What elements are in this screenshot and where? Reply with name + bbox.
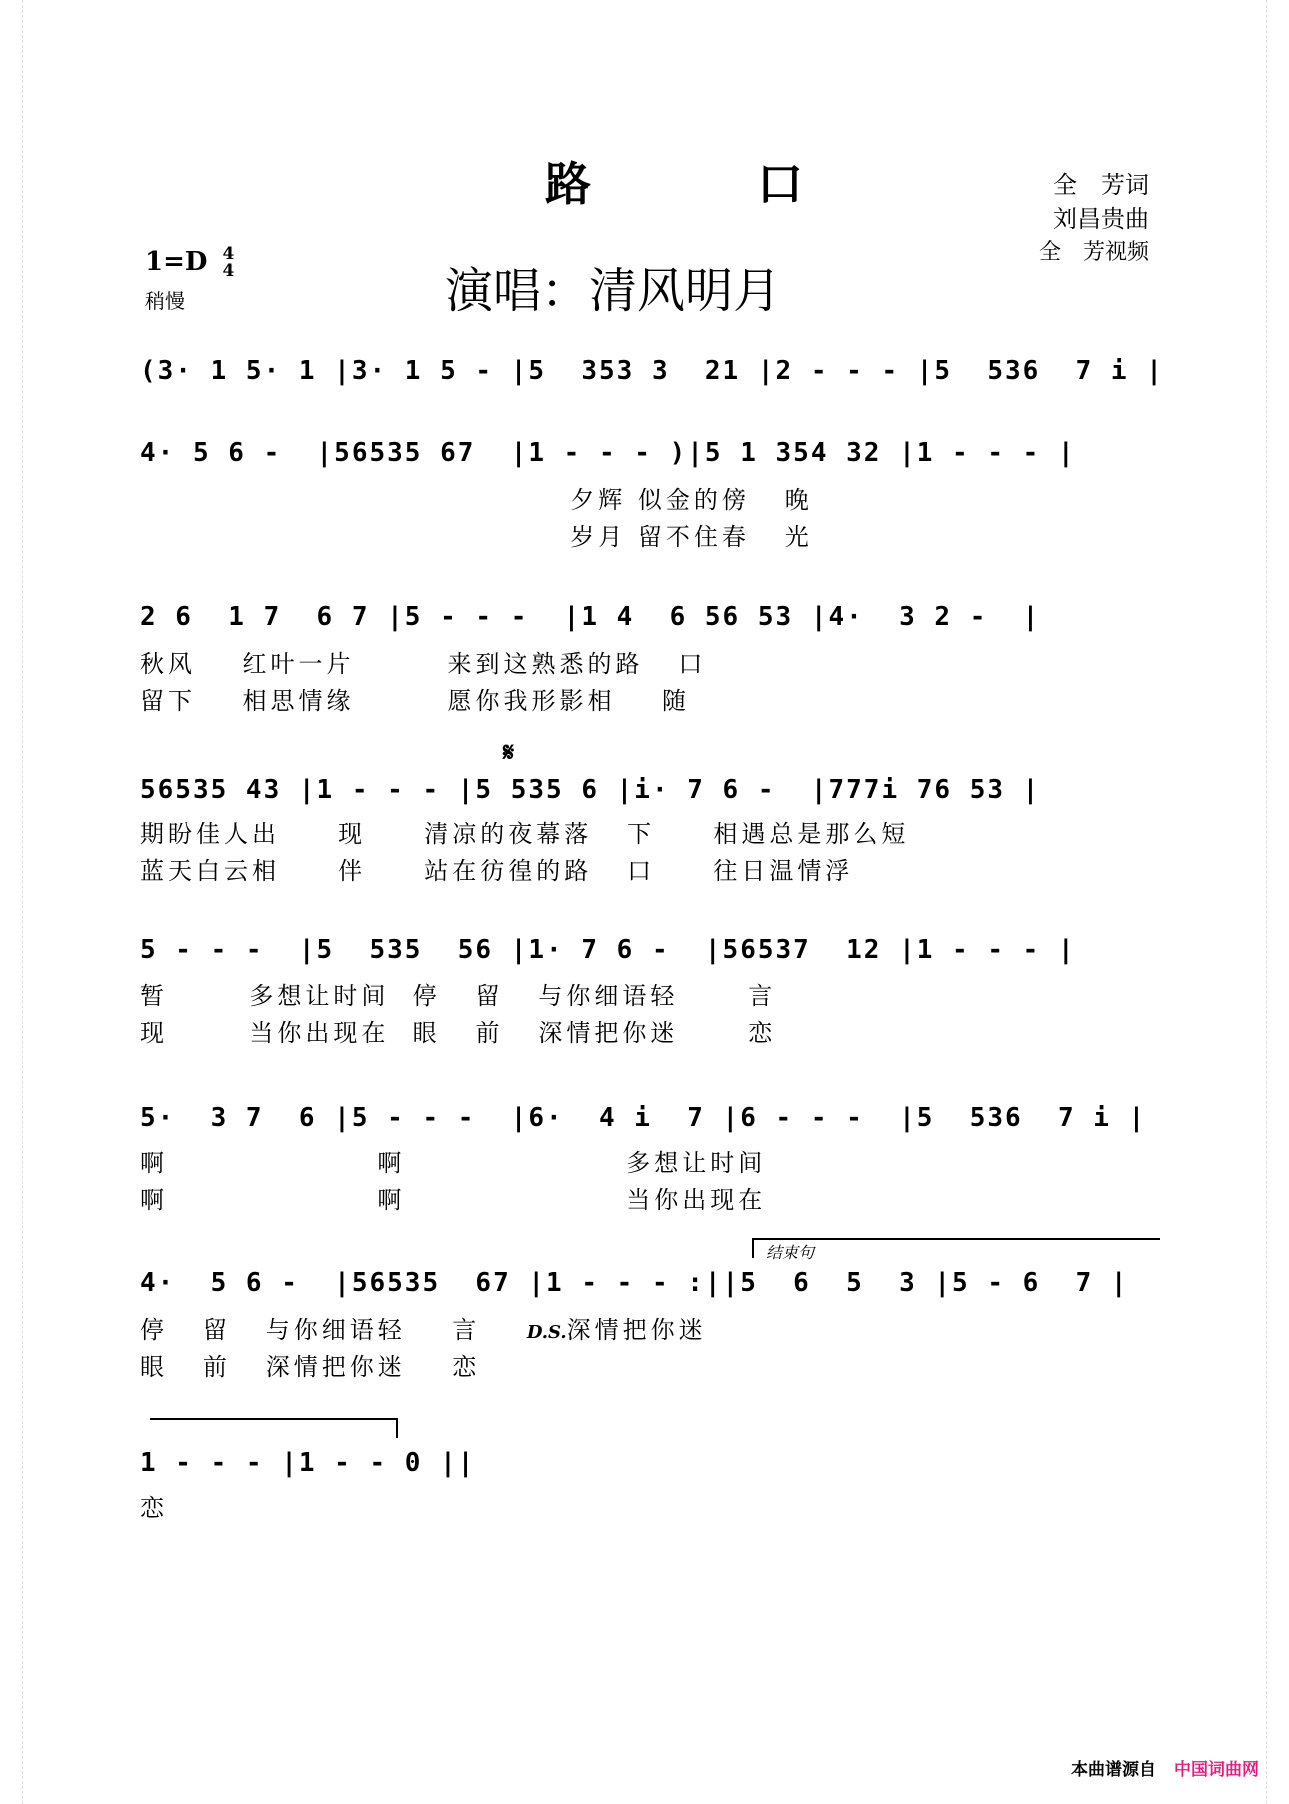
notation-row-5: 5 - - - |5 535 56 |1· 7 6 - |56537 12 |1 - - - | bbox=[140, 935, 1076, 965]
lyric-row-4a: 期盼佳人出 现 清凉的夜幕落 下 相遇总是那么短 bbox=[140, 820, 910, 848]
lyric-row-8a: 恋 bbox=[140, 1494, 168, 1522]
lyric-row-2a: 夕辉 似金的傍 晚 bbox=[140, 486, 813, 514]
lyric-row-7a-text: 停 留 与你细语轻 言 bbox=[140, 1316, 527, 1344]
tempo-marking: 稍慢 bbox=[145, 289, 185, 313]
segno-sign: 𝄋 bbox=[503, 738, 515, 768]
lyric-row-5b: 现 当你出现在 眼 前 深情把你迷 恋 bbox=[140, 1019, 777, 1047]
video-credit: 全 芳视频 bbox=[1038, 240, 1149, 265]
lyric-row-5a: 暂 多想让时间 停 留 与你细语轻 言 bbox=[140, 982, 777, 1010]
time-bottom: 4 bbox=[222, 261, 235, 281]
lyricist-credit: 全 芳词 bbox=[1053, 171, 1149, 199]
left-margin bbox=[0, 0, 23, 1804]
notation-row-1: (3· 1 5· 1 |3· 1 5 - |5 353 3 21 |2 - - - |5 536 7 i | bbox=[140, 356, 1164, 386]
footer bbox=[1071, 1755, 1259, 1780]
lyric-row-2b: 岁月 留不住春 光 bbox=[140, 523, 813, 551]
notation-row-4: 56535 43 |1 - - - |5 535 6 |i· 7 6 - |777i 76 53 | bbox=[140, 775, 1041, 805]
composer-credit: 刘昌贵曲 bbox=[1053, 205, 1149, 233]
notation-row-3: 2 6 1 7 6 7 |5 - - - |1 4 6 56 53 |4· 3 2 - | bbox=[140, 602, 1041, 632]
time-signature bbox=[223, 246, 235, 280]
right-margin bbox=[1266, 0, 1289, 1804]
notation-row-6: 5· 3 7 6 |5 - - - |6· 4 i 7 |6 - - - |5 536 7 i | bbox=[140, 1103, 1147, 1133]
lyric-row-3b: 留下 相思情缘 愿你我形影相 随 bbox=[140, 687, 691, 715]
footer-source: 本曲谱源自 bbox=[1071, 1760, 1156, 1780]
lyric-row-3a: 秋风 红叶一片 来到这熟悉的路 口 bbox=[140, 650, 707, 678]
ds-lyric: 深情把你迷 bbox=[566, 1316, 707, 1344]
notation-row-7: 4· 5 6 - |56535 67 |1 - - - :||5 6 5 3 |5 - 6 7 | bbox=[140, 1268, 1129, 1298]
footer-brand[interactable]: 中国词曲网 bbox=[1174, 1760, 1259, 1780]
time-top: 4 bbox=[222, 244, 235, 264]
song-title: 路 口 bbox=[545, 157, 863, 211]
notation-row-2: 4· 5 6 - |56535 67 |1 - - - )|5 1 354 32 |1 - - - | bbox=[140, 438, 1076, 468]
lyric-row-7b: 眼 前 深情把你迷 恋 bbox=[140, 1353, 481, 1381]
ds-marking: D.S. bbox=[526, 1322, 567, 1343]
key-signature bbox=[145, 246, 234, 280]
key-label: 1=D bbox=[145, 247, 208, 277]
lyric-row-7a bbox=[140, 1310, 1150, 1345]
ending-bracket: 结束句 bbox=[752, 1238, 1160, 1258]
final-bracket bbox=[150, 1418, 398, 1438]
notation-row-8: 1 - - - |1 - - 0 || bbox=[140, 1448, 476, 1478]
lyric-row-4b: 蓝天白云相 伴 站在彷徨的路 口 往日温情浮 bbox=[140, 857, 854, 885]
singer-line: 演唱：清风明月 bbox=[445, 263, 782, 319]
credits bbox=[1039, 168, 1149, 270]
lyric-row-6a: 啊 啊 多想让时间 bbox=[140, 1149, 767, 1177]
lyric-row-6b: 啊 啊 当你出现在 bbox=[140, 1186, 767, 1214]
